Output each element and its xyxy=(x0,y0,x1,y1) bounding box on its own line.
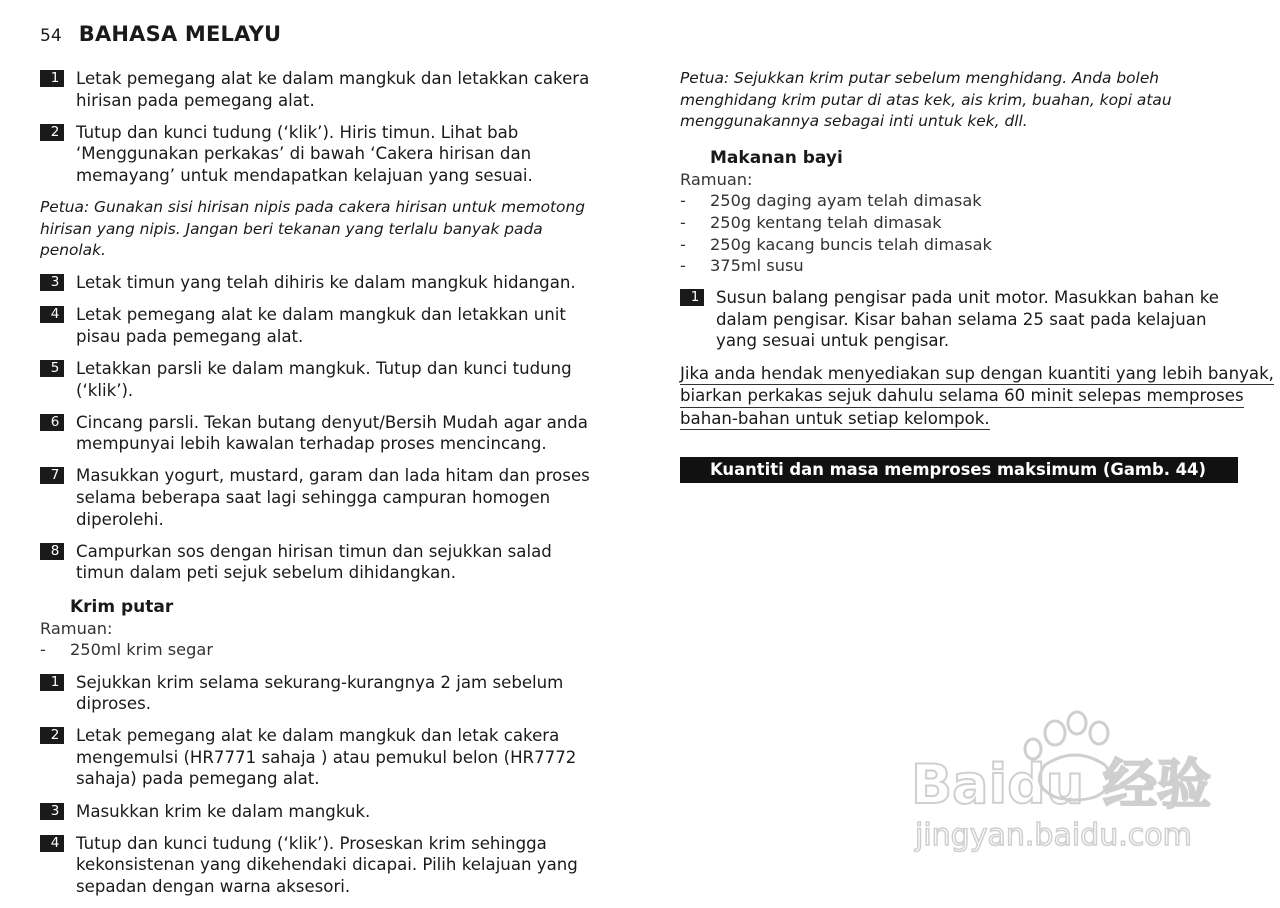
dash-bullet: - xyxy=(680,234,686,254)
watermark-url: jingyan.baidu.com xyxy=(915,818,1192,853)
warning-note xyxy=(680,363,1274,431)
tip-slicing: Petua: Gunakan sisi hirisan nipis pada cakera hirisan untuk memotong hirisan yang nipis. Jangan beri tekanan yang terlalu banyak pada penolak. xyxy=(40,197,585,260)
step-number-badge: 4 xyxy=(40,835,64,852)
step-list-b xyxy=(40,272,600,584)
step-text: Letak pemegang alat ke dalam mangkuk dan letakkan cakera hirisan pada pemegang alat. xyxy=(76,69,590,110)
step-item xyxy=(680,287,1242,352)
section-banner: Kuantiti dan masa memproses maksimum (Gamb. 44) xyxy=(680,457,1238,483)
step-number-badge: 5 xyxy=(40,360,64,377)
step-text: Tutup dan kunci tudung (‘klik’). Hiris timun. Lihat bab ‘Menggunakan perkakas’ di bawah ‘Cakera hirisan dan memayang’ untuk mendapatkan kelajuan yang sesuai. xyxy=(76,122,533,185)
ingredient-item xyxy=(680,212,1242,234)
section-heading: BAHASA MELAYU xyxy=(78,22,282,46)
ingredients-label: Ramuan: xyxy=(40,618,113,638)
step-number-badge: 3 xyxy=(40,274,64,291)
ingredient-text: 250g kacang buncis telah dimasak xyxy=(710,234,992,254)
step-item xyxy=(40,725,600,790)
step-item xyxy=(40,541,600,584)
dash-bullet: - xyxy=(40,640,46,660)
right-column xyxy=(680,68,1274,483)
step-number-badge: 1 xyxy=(40,674,64,691)
step-item xyxy=(40,672,600,715)
ingredient-text: 375ml susu xyxy=(710,256,804,276)
watermark-brand: Baidu 经验 xyxy=(911,753,1212,816)
ingredient-text: 250g kentang telah dimasak xyxy=(710,212,942,232)
ingredient-text: 250g daging ayam telah dimasak xyxy=(710,191,982,211)
step-number-badge: 6 xyxy=(40,414,64,431)
step-number-badge: 1 xyxy=(40,70,64,87)
dash-bullet: - xyxy=(680,212,686,232)
ingredients-label: Ramuan: xyxy=(680,169,753,189)
step-text: Letak timun yang telah dihiris ke dalam mangkuk hidangan. xyxy=(76,273,576,293)
step-text: Campurkan sos dengan hirisan timun dan sejukkan salad timun dalam peti sejuk sebelum dihidangkan. xyxy=(76,541,552,583)
step-number-badge: 4 xyxy=(40,306,64,323)
step-text: Masukkan yogurt, mustard, garam dan lada hitam dan proses selama beberapa saat lagi sehingga campuran homogen diperolehi. xyxy=(76,466,590,529)
ingredient-item xyxy=(680,234,1242,256)
baidu-watermark xyxy=(905,705,1215,865)
step-item xyxy=(40,122,600,187)
dash-bullet: - xyxy=(680,191,686,211)
step-item xyxy=(40,304,600,347)
ingredient-list xyxy=(40,639,600,661)
step-item xyxy=(40,412,600,455)
warning-line: Jika anda hendak menyediakan sup dengan kuantiti yang lebih banyak, xyxy=(680,363,1274,386)
step-number-badge: 2 xyxy=(40,124,64,141)
step-number-badge: 3 xyxy=(40,803,64,820)
step-number-badge: 8 xyxy=(40,543,64,560)
page-number: 54 xyxy=(40,26,62,46)
step-item xyxy=(40,833,600,898)
step-item xyxy=(40,272,600,294)
step-text: Cincang parsli. Tekan butang denyut/Bersih Mudah agar anda mempunyai lebih kawalan terhadap proses mencincang. xyxy=(76,412,588,454)
step-list-a xyxy=(40,68,600,186)
step-list-c xyxy=(40,672,600,898)
recipe-title-krim-putar: Krim putar xyxy=(70,596,174,617)
left-column xyxy=(40,68,600,908)
step-text: Susun balang pengisar pada unit motor. Masukkan bahan ke dalam pengisar. Kisar bahan selama 25 saat pada kelajuan yang sesuai untuk pengisar. xyxy=(716,288,1219,351)
step-number-badge: 1 xyxy=(680,289,704,306)
warning-line: bahan-bahan untuk setiap kelompok. xyxy=(680,408,990,431)
page-header xyxy=(40,22,281,50)
warning-line: biarkan perkakas sejuk dahulu selama 60 minit selepas memproses xyxy=(680,385,1244,408)
step-text: Sejukkan krim selama sekurang-kurangnya 2 jam sebelum diproses. xyxy=(76,672,564,714)
recipe-title-makanan-bayi: Makanan bayi xyxy=(710,147,843,168)
ingredient-list xyxy=(680,190,1242,276)
step-list-right xyxy=(680,287,1242,352)
tip-cream: Petua: Sejukkan krim putar sebelum menghidang. Anda boleh menghidang krim putar di atas kek, ais krim, buahan, kopi atau menggunakannya sebagai inti untuk kek, dll. xyxy=(680,69,1172,131)
step-text: Masukkan krim ke dalam mangkuk. xyxy=(76,801,371,821)
ingredient-item xyxy=(40,639,600,661)
step-text: Tutup dan kunci tudung (‘klik’). Proseskan krim sehingga kekonsistenan yang dikehendaki dicapai. Pilih kelajuan yang sepadan dengan warna aksesori. xyxy=(76,833,578,896)
step-text: Letak pemegang alat ke dalam mangkuk dan letakkan unit pisau pada pemegang alat. xyxy=(76,305,566,346)
ingredient-item xyxy=(680,255,1242,277)
step-text: Letak pemegang alat ke dalam mangkuk dan letak cakera mengemulsi (HR7771 sahaja ) atau pemukul belon (HR7772 sahaja) pada pemegang alat. xyxy=(76,726,577,789)
step-item xyxy=(40,358,600,401)
dash-bullet: - xyxy=(680,256,686,276)
step-item xyxy=(40,801,600,823)
step-number-badge: 2 xyxy=(40,727,64,744)
ingredient-text: 250ml krim segar xyxy=(70,640,213,660)
step-text: Letakkan parsli ke dalam mangkuk. Tutup dan kunci tudung (‘klik’). xyxy=(76,359,572,400)
step-number-badge: 7 xyxy=(40,467,64,484)
step-item xyxy=(40,68,600,111)
ingredient-item xyxy=(680,190,1242,212)
step-item xyxy=(40,465,600,530)
